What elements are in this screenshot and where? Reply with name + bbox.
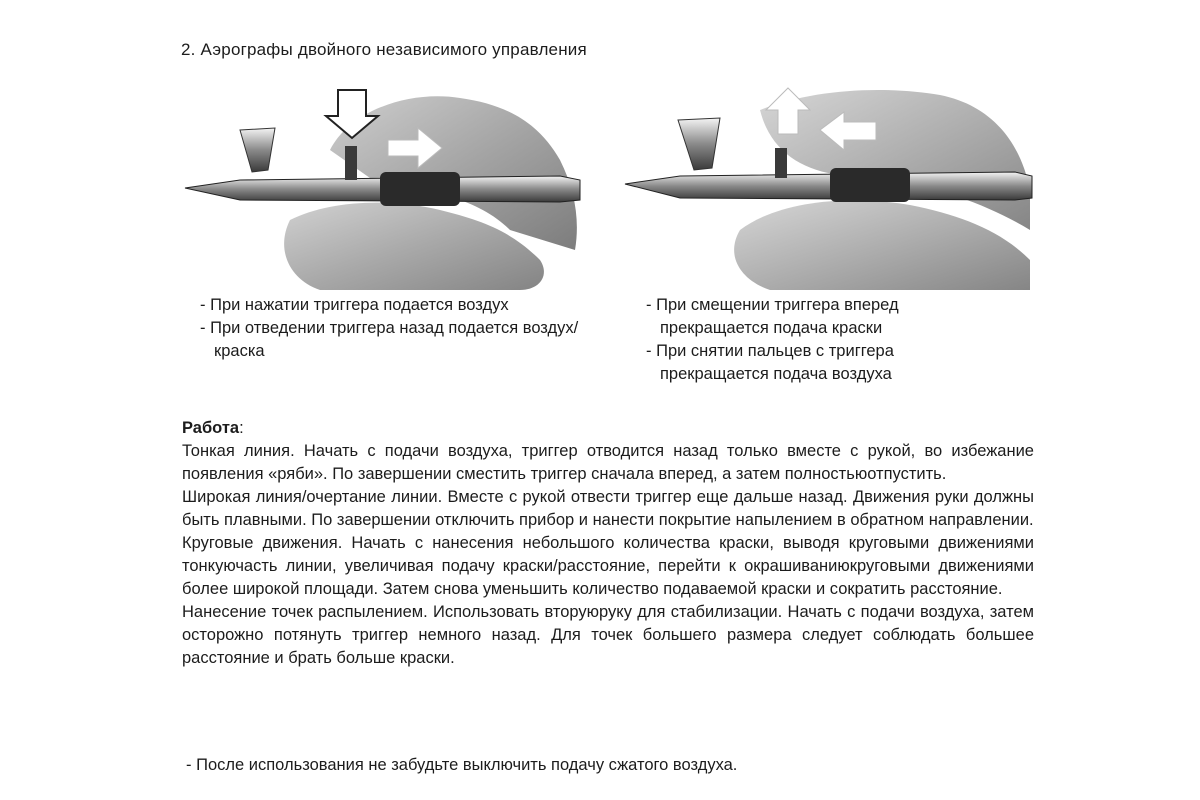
list-item: - При смещении триггера вперед прекращается подача краски	[646, 296, 899, 337]
trigger	[345, 146, 357, 180]
paragraph-circular: Круговые движения. Начать с нанесения небольшого количества краски, выводя круговыми движениями тонкуючасть линии, увеличивая подачу краски/расстояние, перейти к окрашиваниюкруговыми движениями более широкой площади. Затем снова уменьшить количество подаваемой краски и сократить расстояние.	[182, 534, 1034, 598]
paragraph-wide-line: Широкая линия/очертание линии. Вместе с рукой отвести триггер еще дальше назад. Движения руки должны быть плавными. По завершении отключить прибор и нанести покрытие напылением в обратном направлении.	[182, 488, 1034, 529]
left-instructions-list	[191, 294, 611, 363]
airbrush-press-illustration	[180, 80, 588, 290]
work-section	[182, 417, 1034, 670]
footer-note: - После использования не забудьте выключить подачу сжатого воздуха.	[186, 756, 738, 774]
paint-cup	[240, 128, 275, 172]
airbrush-collar	[380, 172, 460, 206]
paint-cup	[678, 118, 720, 170]
work-heading-line	[182, 417, 1034, 440]
trigger	[775, 148, 787, 178]
list-item: - При нажатии триггера подается воздух	[200, 296, 509, 314]
airbrush-collar	[830, 168, 910, 202]
list-item: - При снятии пальцев с триггера прекращается подача воздуха	[646, 342, 894, 383]
airbrush-body	[625, 172, 1032, 200]
right-instructions-list	[637, 294, 997, 386]
hand-lower	[734, 200, 1030, 290]
paragraph-dots: Нанесение точек распылением. Использовать вторуюруку для стабилизации. Начать с подачи воздуха, затем осторожно потянуть триггер немного назад. Для точек большего размера следует соблюдать большее расстояние и брать больше краски.	[182, 603, 1034, 667]
list-item: - При отведении триггера назад подается воздух/краска	[200, 319, 579, 360]
page-title: 2. Аэрографы двойного независимого управления	[181, 40, 587, 59]
airbrush-release-illustration	[620, 80, 1034, 290]
work-heading: Работа	[182, 419, 240, 437]
work-heading-suffix: :	[239, 419, 244, 437]
paragraph-thin-line: Тонкая линия. Начать с подачи воздуха, триггер отводится назад только вместе с рукой, во избежание появления «ряби». По завершении сместить триггер сначала вперед, а затем полностьюотпустить.	[182, 442, 1034, 483]
